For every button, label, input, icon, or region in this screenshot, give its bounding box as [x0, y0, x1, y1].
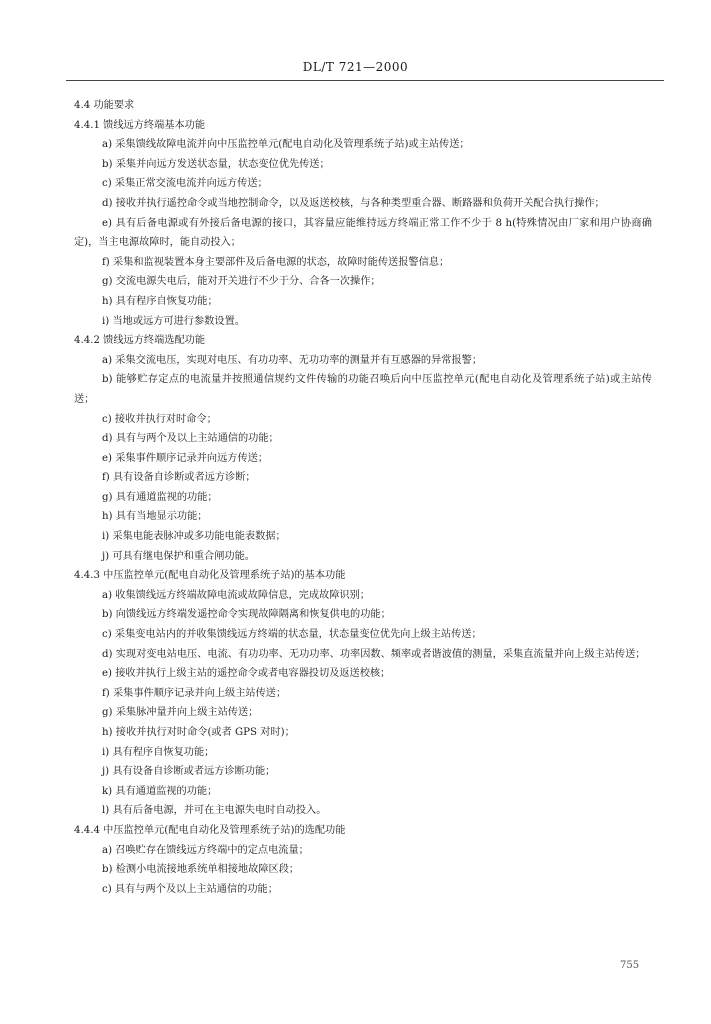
section-heading: 4.4.2 馈线远方终端选配功能 [74, 335, 206, 347]
list-item: h) 具有当地显示功能； [102, 511, 208, 523]
list-item: a) 召唤贮存在馈线远方终端中的定点电流量； [102, 844, 309, 856]
list-item: g) 具有通道监视的功能； [102, 491, 218, 503]
list-item: f) 采集事件顺序记录并向上级主站传送； [102, 687, 287, 699]
list-item: c) 采集正常交流电流并向远方传送； [102, 178, 268, 190]
list-item: h) 接收并执行对时命令(或者 GPS 对时)； [102, 727, 295, 738]
list-item: e) 接收并执行上级主站的遥控命令或者电容器投切及返送校核； [102, 668, 391, 680]
list-item: l) 具有后备电源，并可在主电源失电时自动投入。 [102, 805, 327, 817]
list-item: a) 采集交流电压，实现对电压、有功功率、无功功率的测量并有互感器的异常报警； [102, 354, 483, 366]
list-item: a) 采集馈线故障电流并向中压监控单元(配电自动化及管理系统子站)或主站传送； [102, 139, 470, 151]
list-item: e) 采集事件顺序记录并向远方传送； [102, 452, 269, 464]
section-heading: 4.4.1 馈线远方终端基本功能 [74, 119, 206, 131]
list-item: a) 收集馈线远方终端故障电流或故障信息，完成故障识别； [102, 589, 370, 601]
header-rule [66, 80, 664, 81]
page-number: 755 [620, 960, 640, 971]
list-item: i) 采集电能表脉冲或多功能电能表数据； [102, 531, 286, 543]
list-item: g) 采集脉冲量并向上级主站传送； [102, 707, 259, 719]
document-body [74, 96, 652, 899]
list-item: c) 具有与两个及以上主站通信的功能； [102, 883, 278, 895]
list-item: h) 具有程序自恢复功能； [102, 295, 218, 307]
list-item: k) 具有通道监视的功能； [102, 785, 218, 797]
section-heading: 4.4 功能要求 [74, 100, 135, 111]
section-heading: 4.4.3 中压监控单元(配电自动化及管理系统子站)的基本功能 [74, 570, 346, 582]
list-item: b) 采集并向远方发送状态量，状态变位优先传送； [102, 158, 330, 170]
list-item: d) 实现对变电站电压、电流、有功功率、无功功率、功率因数、频率或者谐波值的测量，采集直流量并向上级主站传送； [102, 648, 646, 660]
list-item: d) 接收并执行遥控命令或当地控制命令，以及返送校核，与各种类型重合器、断路器和负荷开关配合执行操作； [102, 197, 605, 209]
list-item: b) 检测小电流接地系统单相接地故障区段； [102, 864, 300, 876]
list-item: d) 具有与两个及以上主站通信的功能； [102, 433, 279, 445]
list-item: g) 交流电源失电后，能对开关进行不少于分、合各一次操作； [102, 276, 381, 288]
list-item: j) 具有设备自诊断或者远方诊断功能； [102, 766, 276, 778]
list-item: f) 采集和监视装置本身主要部件及后备电源的状态，故障时能传送报警信息； [102, 256, 450, 268]
list-item: j) 可具有继电保护和重合闸功能。 [102, 550, 255, 562]
list-item: f) 具有设备自诊断或者远方诊断； [102, 472, 256, 484]
section-heading: 4.4.4 中压监控单元(配电自动化及管理系统子站)的选配功能 [74, 824, 346, 836]
list-item: i) 具有程序自恢复功能； [102, 746, 215, 758]
list-item: c) 采集变电站内的并收集馈线远方终端的状态量，状态量变位优先向上级主站传送； [102, 629, 482, 641]
list-item: c) 接收并执行对时命令； [102, 413, 217, 425]
list-item: e) 具有后备电源或有外接后备电源的接口，其容量应能维持远方终端正常工作不少于 8 h(特殊情况由厂家和用户协商确定)，当主电源故障时，能自动投入； [74, 217, 652, 249]
list-item: b) 向馈线远方终端发遥控命令实现故障隔离和恢复供电的功能； [102, 609, 391, 621]
document-code: DL/T 721—2000 [302, 60, 409, 74]
list-item: i) 当地或远方可进行参数设置。 [102, 315, 245, 327]
list-item: b) 能够贮存定点的电流量并按照通信规约文件传输的功能召唤后向中压监控单元(配电自动化及管理系统子站)或主站传送； [74, 374, 652, 405]
